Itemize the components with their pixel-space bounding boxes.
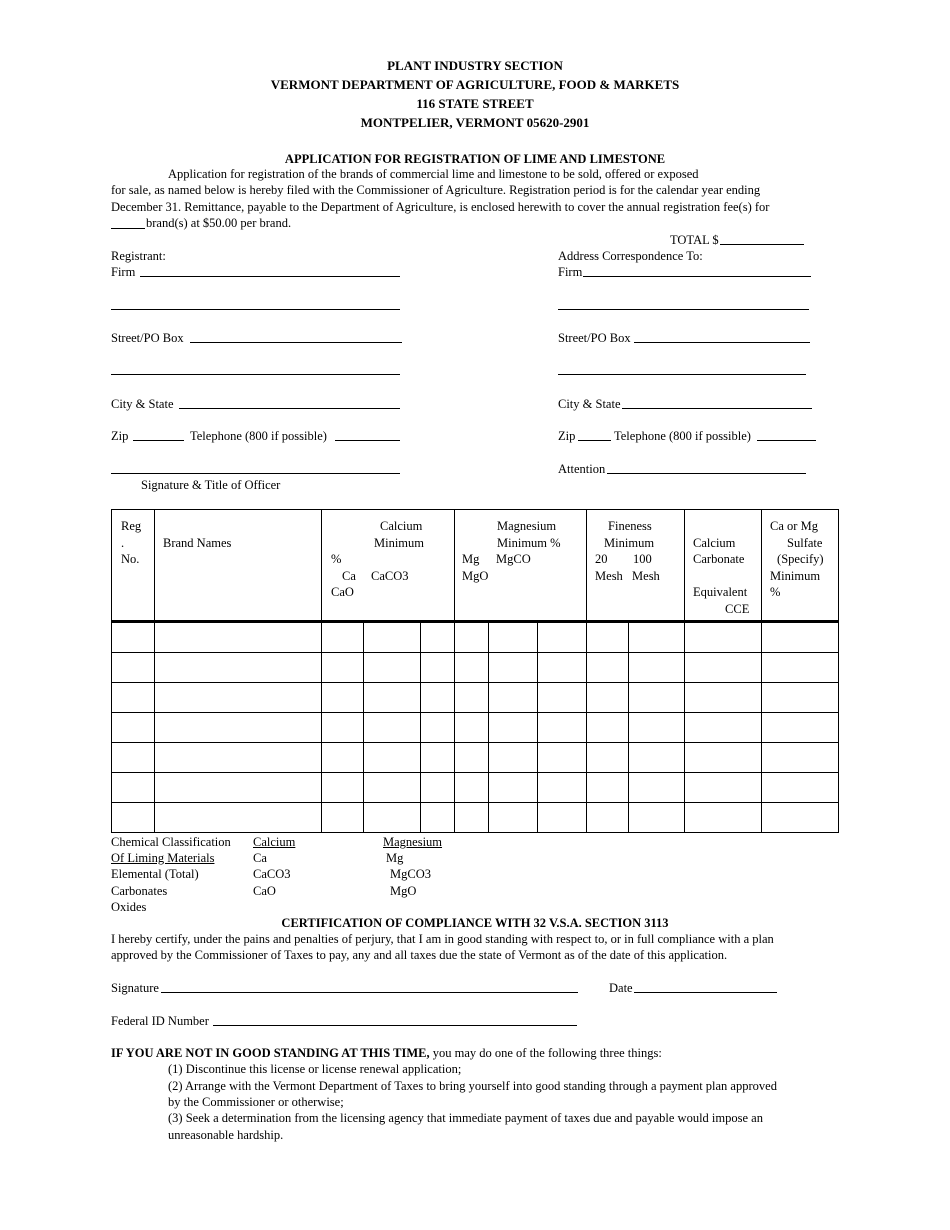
correspondence-city-label: City & State [558,397,621,411]
registrant-heading: Registrant: [111,249,166,263]
calcium-title: Calcium [380,519,423,533]
classification-magnesium-head: Magnesium [383,835,443,849]
correspondence-telephone-field[interactable] [757,440,816,441]
correspondence-city-field[interactable] [622,408,812,409]
registrant-zip-label: Zip [111,429,129,443]
total-field[interactable] [720,244,804,245]
calcium-minimum: Minimum [374,536,425,550]
magnesium-minimum: Minimum % [497,536,561,550]
reg-no-header [112,510,155,622]
federal-id-field[interactable] [213,1025,577,1026]
certification-line-1: I hereby certify, under the pains and penalties of perjury, that I am in good standing with respect to, or in full compliance with a plan [111,932,774,946]
classification-line-5: Oxides [111,900,147,914]
magnesium-mgo: MgO [462,569,489,583]
registrant-street-label: Street/PO Box [111,331,184,345]
signature-label: Signature [111,981,159,995]
date-label: Date [609,981,633,995]
correspondence-street-label: Street/PO Box [558,331,631,345]
classification-mgo: MgO [390,884,417,898]
fineness-header [587,510,685,622]
classification-line-3: Elemental (Total) [111,867,199,881]
signature-field[interactable] [161,992,578,993]
fineness-mesh-2: Mesh [632,569,660,583]
table-row[interactable] [112,773,839,803]
registrant-firm-field[interactable] [140,276,400,277]
cce-line-2: Carbonate [693,552,745,566]
brand-names-header [155,510,322,622]
correspondence-firm-field-2[interactable] [558,309,809,310]
correspondence-zip-label: Zip [558,429,576,443]
registrant-zip-field[interactable] [133,440,184,441]
classification-ca: Ca [253,851,267,865]
sulfate-line-2: Sulfate [787,536,823,550]
application-paragraph-line-3: December 31. Remittance, payable to the Department of Agriculture, is enclosed herewith to cover the annual registration fee(s) for [111,200,770,214]
calcium-header [322,510,455,622]
magnesium-mgco: MgCO [496,552,531,566]
certification-line-2: approved by the Commissioner of Taxes to pay, any and all taxes due the state of Vermont as of the date of this application. [111,948,728,962]
magnesium-mg: Mg [462,552,480,566]
table-row[interactable] [112,653,839,683]
fineness-20: 20 [595,552,608,566]
standing-item-1: (1) Discontinue this license or license renewal application; [168,1062,462,1076]
magnesium-title: Magnesium [497,519,557,533]
header-line-3: 116 STATE STREET [416,96,534,111]
reg-no-line-3: No. [121,552,140,566]
correspondence-attention-label: Attention [558,462,606,476]
correspondence-zip-field[interactable] [578,440,611,441]
classification-cao: CaO [253,884,276,898]
classification-line-2: Of Liming Materials [111,851,215,865]
signature-officer-label: Signature & Title of Officer [141,478,281,492]
brand-names-label: Brand Names [163,536,232,550]
table-row[interactable] [112,713,839,743]
classification-mg: Mg [386,851,404,865]
total-label: TOTAL $ [670,233,719,247]
calcium-caco3: CaCO3 [371,569,409,583]
registrant-telephone-field[interactable] [335,440,400,441]
classification-caco3: CaCO3 [253,867,291,881]
application-paragraph-line-2: for sale, as named below is hereby filed with the Commissioner of Agriculture. Registration period is for the calendar year ending [111,183,761,197]
sulfate-line-5: % [770,585,781,599]
standing-bold-lead: IF YOU ARE NOT IN GOOD STANDING AT THIS TIME, [111,1046,430,1060]
correspondence-telephone-label: Telephone (800 if possible) [614,429,751,443]
cce-line-4: CCE [725,602,750,616]
standing-item-3a: (3) Seek a determination from the licensing agency that immediate payment of taxes due and payable would impose an [168,1111,763,1125]
classification-mgco3: MgCO3 [390,867,431,881]
registrant-firm-label: Firm [111,265,136,279]
standing-item-3b: unreasonable hardship. [168,1128,284,1142]
registrant-city-field[interactable] [179,408,400,409]
sulfate-line-1: Ca or Mg [770,519,818,533]
correspondence-attention-field[interactable] [607,473,806,474]
calcium-cao: CaO [331,585,354,599]
table-row[interactable] [112,622,839,653]
cce-header [685,510,762,622]
cce-line-1: Calcium [693,536,736,550]
certification-title: CERTIFICATION OF COMPLIANCE WITH 32 V.S.A. SECTION 3113 [281,916,669,930]
standing-rest: you may do one of the following three things: [429,1046,662,1060]
brand-count-blank[interactable] [111,228,145,229]
fineness-minimum: Minimum [604,536,655,550]
header-line-2: VERMONT DEPARTMENT OF AGRICULTURE, FOOD & MARKETS [270,77,680,92]
registrant-city-label: City & State [111,397,174,411]
calcium-percent: % [331,552,342,566]
reg-no-line-2: . [121,536,125,550]
table-row[interactable] [112,683,839,713]
standing-item-2b: by the Commissioner or otherwise; [168,1095,344,1109]
standing-intro [111,1045,662,1061]
sulfate-header [762,510,839,622]
reg-no-line-1: Reg [121,519,142,533]
cce-line-3: Equivalent [693,585,748,599]
correspondence-heading: Address Correspondence To: [558,249,703,263]
magnesium-header [455,510,587,622]
registrant-street-field[interactable] [190,342,402,343]
signature-officer-field[interactable] [111,473,400,474]
registrant-firm-field-2[interactable] [111,309,400,310]
classification-line-1: Chemical Classification [111,835,231,849]
classification-calcium-head: Calcium [253,835,296,849]
correspondence-firm-label: Firm [558,265,583,279]
correspondence-firm-field[interactable] [583,276,811,277]
table-row[interactable] [112,803,839,833]
application-paragraph-line-4: brand(s) at $50.00 per brand. [146,216,292,230]
header-line-1: PLANT INDUSTRY SECTION [387,58,563,73]
header-line-4: MONTPELIER, VERMONT 05620-2901 [360,115,590,130]
standing-item-2a: (2) Arrange with the Vermont Department of Taxes to bring yourself into good standing through a payment plan approved [168,1079,777,1093]
application-title: APPLICATION FOR REGISTRATION OF LIME AND LIMESTONE [284,152,666,166]
table-row[interactable] [112,743,839,773]
registrant-street-field-2[interactable] [111,374,400,375]
registration-table [111,509,839,833]
classification-line-4: Carbonates [111,884,168,898]
table-header-row [112,510,839,622]
application-paragraph-line-1: Application for registration of the brands of commercial lime and limestone to be sold, offered or exposed [168,167,699,181]
correspondence-street-field[interactable] [634,342,810,343]
date-field[interactable] [634,992,777,993]
sulfate-line-4: Minimum [770,569,821,583]
registrant-telephone-label: Telephone (800 if possible) [190,429,327,443]
calcium-ca: Ca [342,569,356,583]
fineness-100: 100 [633,552,652,566]
correspondence-street-field-2[interactable] [558,374,806,375]
fineness-title: Fineness [608,519,652,533]
fineness-mesh-1: Mesh [595,569,623,583]
federal-id-label: Federal ID Number [111,1014,209,1028]
sulfate-line-3: (Specify) [777,552,824,566]
